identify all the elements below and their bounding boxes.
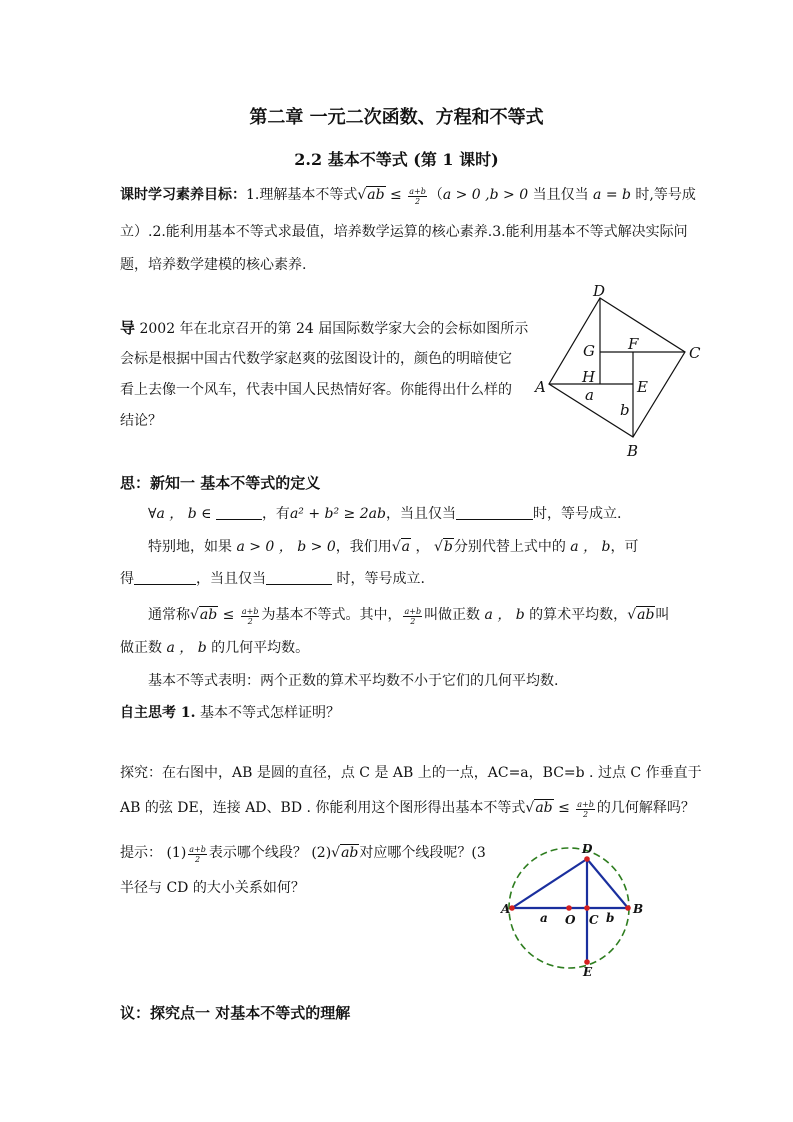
def3-text-a: 得 — [120, 571, 134, 587]
intro-label: 导 — [120, 319, 136, 337]
def-text-c: ，当且仅当 — [385, 506, 456, 522]
explore-text-a: AB 的弦 DE，连接 AD、BD . 你能利用这个图形得出基本不等式 — [120, 800, 526, 816]
ab-pair-3: a ， b — [166, 640, 207, 656]
definition-line-6: 基本不等式表明：两个正数的算术平均数不小于它们的几何平均数. — [148, 673, 559, 689]
intro-line-2: 会标是根据中国古代数学家赵爽的弦图设计的，颜色的明暗使它 — [120, 351, 512, 367]
circle-label-b: b — [606, 911, 615, 925]
goals-equality: a = b — [593, 187, 631, 203]
intro-line-3: 看上去像一个风车，代表中国人民热情好客。你能得出什么样的 — [120, 382, 512, 398]
intro-line-1 — [120, 318, 528, 339]
explore-line-1: 探究：在右图中，AB 是圆的直径，点 C 是 AB 上的一点，AC=a，BC=b . 过点 C 作垂直于 — [120, 765, 702, 781]
section-discuss-heading: 议：探究点一 对基本不等式的理解 — [120, 1004, 351, 1022]
sqrt-b: √b — [433, 539, 453, 555]
fraction-5: $\frac{a+b}{2}$ — [189, 845, 206, 864]
circle-label-O: O — [565, 913, 576, 927]
label-G: G — [583, 342, 595, 360]
definition-line-4 — [148, 605, 669, 626]
self-think-text: 基本不等式怎样证明？ — [195, 705, 340, 721]
point-c — [584, 905, 590, 911]
circle-label-A: A — [501, 902, 511, 916]
def3-text-b: ，当且仅当 — [196, 571, 266, 587]
label-a: a — [585, 386, 594, 404]
def2-text-a: 特别地，如果 — [148, 539, 237, 555]
goals-text-a: 1.理解基本不等式 — [246, 187, 358, 203]
hint-text-b: 表示哪个线段？ (2) — [208, 845, 332, 861]
fraction-3: $\frac{a+b}{2}$ — [404, 607, 422, 626]
sqrt-ab-4: √ab — [525, 800, 553, 816]
label-B: B — [627, 442, 639, 460]
sqrt-ab-3: √ab — [627, 607, 655, 623]
explore-text-b: 的几何解释吗？ — [596, 800, 695, 816]
label-b: b — [620, 401, 630, 419]
goals-text-d: 时,等号成 — [630, 187, 696, 203]
lesson-title: 2.2 基本不等式 (第 1 课时) — [294, 150, 499, 169]
section-definition-heading: 思：新知一 基本不等式的定义 — [120, 474, 321, 492]
sqrt-ab-5: √ab — [331, 845, 359, 861]
definition-line-1 — [148, 504, 621, 524]
leq-3: ≤ — [553, 800, 575, 816]
leq-symbol: ≤ — [385, 187, 407, 203]
forall-symbol: ∀ — [148, 506, 157, 522]
def5-text-a: 做正数 — [120, 640, 167, 656]
point-d — [584, 856, 590, 862]
self-think-label: 自主思考 1. — [120, 705, 196, 721]
goals-text-b: （ — [428, 187, 443, 203]
def4-text-c: 叫做正数 — [424, 607, 485, 623]
def3-text-c: 时，等号成立. — [332, 571, 425, 587]
label-F: F — [628, 335, 639, 353]
definition-line-5 — [120, 638, 309, 658]
segment-ad — [512, 859, 587, 908]
leq-2: ≤ — [218, 607, 239, 623]
fraction-a-plus-b-over-2: $\frac{a+b}{2}$ — [409, 187, 426, 206]
segment-bd — [587, 859, 628, 908]
def-text-d: 时，等号成立. — [532, 506, 622, 522]
circle-label-C: C — [589, 913, 599, 927]
circle-figure — [495, 835, 655, 985]
goals-line-1 — [120, 185, 696, 206]
sqrt-ab-2: √ab — [190, 607, 218, 623]
hint-line-1 — [120, 843, 486, 864]
def5-text-b: 的几何平均数。 — [206, 640, 310, 656]
def2-text-c: 分别代替上式中的 — [453, 539, 571, 555]
goals-line-3: 题，培养数学建模的核心素养. — [120, 257, 307, 273]
point-o — [566, 905, 572, 911]
intro-line-4: 结论？ — [120, 413, 162, 429]
goals-line-2: 立）.2.能利用基本不等式求最值，培养数学运算的核心素养.3.能利用基本不等式解决实际问 — [120, 224, 688, 240]
blank-1 — [216, 505, 262, 520]
goals-label: 课时学习素养目标： — [120, 187, 246, 203]
intro-text-1: 2002 年在北京召开的第 24 届国际数学家大会的会标如图所示 — [135, 321, 529, 337]
fraction-2: $\frac{a+b}{2}$ — [241, 607, 259, 626]
def4-text-a: 通常称 — [148, 607, 190, 623]
point-b — [625, 905, 631, 911]
ineq-square: a² + b² ≥ 2ab — [289, 506, 386, 522]
hint-line-2: 半径与 CD 的大小关系如何？ — [120, 880, 305, 896]
fraction-4: $\frac{a+b}{2}$ — [577, 800, 594, 819]
zhao-shuang-figure — [525, 280, 715, 465]
label-E: E — [637, 378, 648, 396]
point-e — [584, 959, 590, 965]
circle-label-B: B — [633, 902, 644, 916]
comma: ， — [411, 539, 434, 555]
definition-line-3 — [120, 569, 425, 589]
outer-square — [549, 298, 685, 437]
blank-3 — [134, 570, 196, 585]
hint-text-a: 提示： (1) — [120, 845, 187, 861]
label-D: D — [593, 282, 606, 300]
definition-line-2 — [148, 537, 639, 557]
blank-4 — [266, 570, 332, 585]
ab-pair-2: a ， b — [484, 607, 525, 623]
label-H: H — [582, 368, 596, 386]
def2-text-b: ，我们用 — [335, 539, 392, 555]
def4-text-e: 叫 — [655, 607, 670, 623]
circle-label-E: E — [583, 965, 593, 979]
chapter-title: 第二章 一元二次函数、方程和不等式 — [249, 107, 544, 128]
def4-text-d: 的算术平均数， — [524, 607, 628, 623]
self-think — [120, 703, 340, 723]
ab-pair: a ， b — [570, 539, 611, 555]
sqrt-a: √a — [391, 539, 411, 555]
def2-text-d: ，可 — [610, 539, 639, 555]
pos-ab: a > 0 ， b > 0 — [236, 539, 336, 555]
circle-label-a: a — [540, 911, 548, 925]
goals-condition: a > 0 ,b > 0 — [442, 187, 529, 203]
label-A: A — [535, 378, 546, 396]
explore-line-2 — [120, 798, 695, 819]
ab-in: a ， b ∈ — [156, 506, 216, 522]
blank-2 — [456, 505, 533, 520]
sqrt-ab: √ab — [357, 187, 385, 203]
hint-text-c: 对应哪个线段呢？(3 — [359, 845, 486, 861]
def4-text-b: 为基本不等式。其中， — [261, 607, 402, 623]
def-text-b: ，有 — [261, 506, 290, 522]
label-C: C — [689, 344, 701, 362]
circle-label-D: D — [582, 842, 593, 856]
goals-text-c: 当且仅当 — [528, 187, 594, 203]
